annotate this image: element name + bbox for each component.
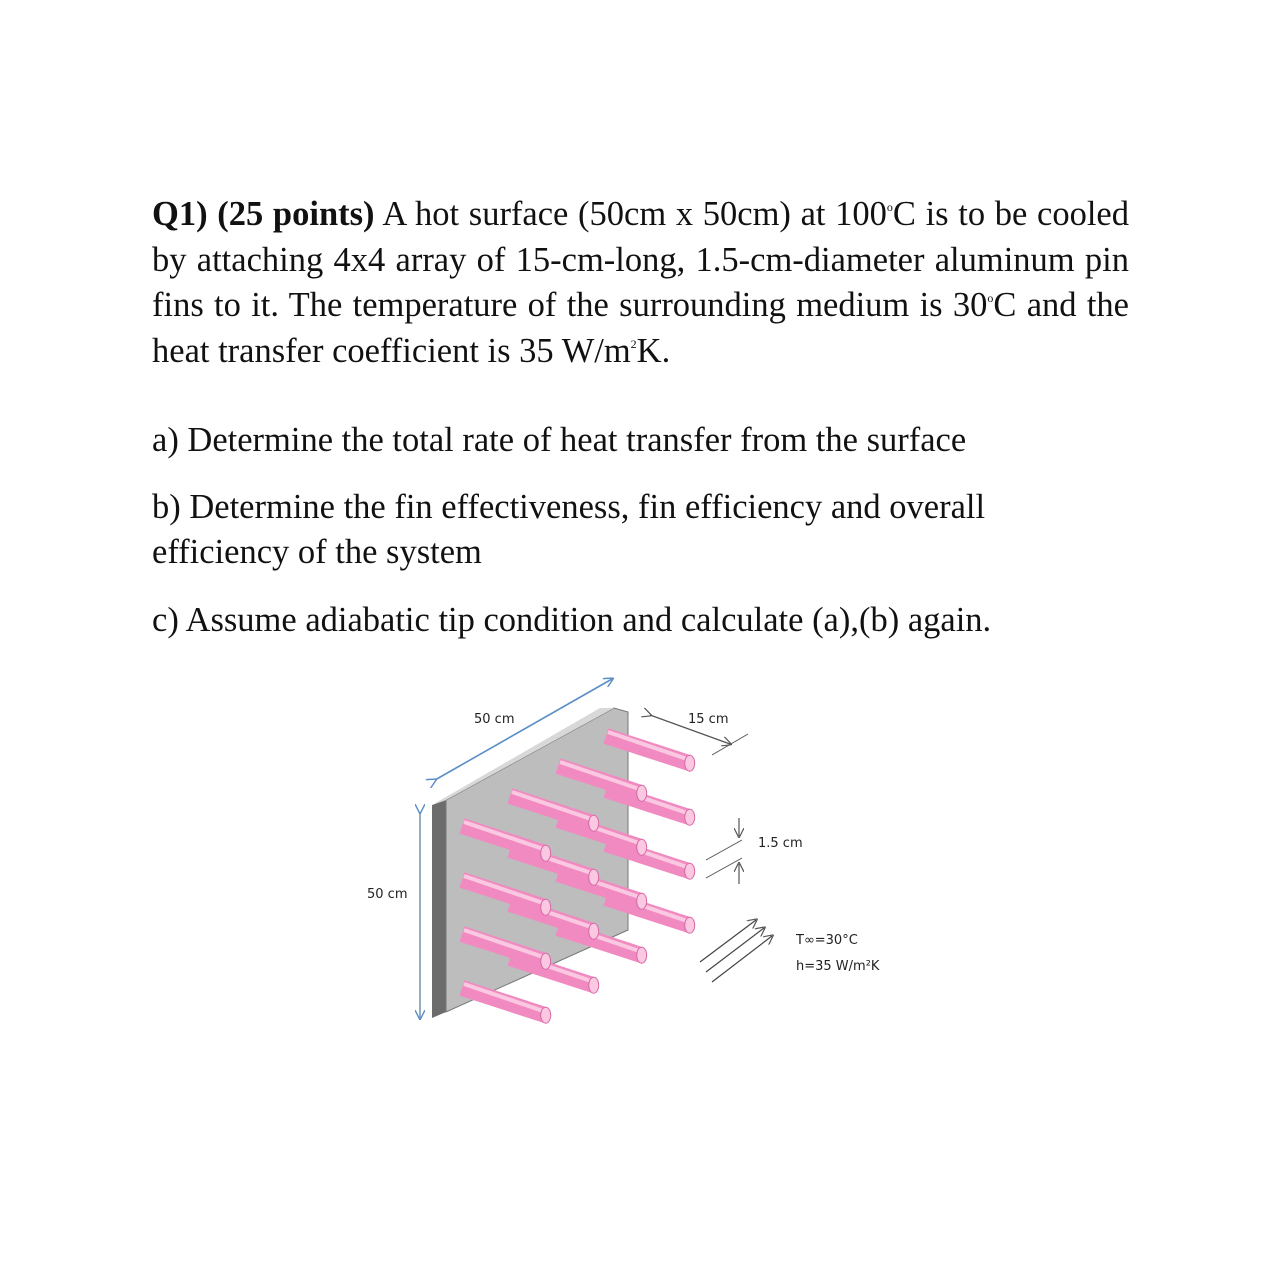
pin-fin-tip xyxy=(541,845,551,861)
pin-fin-tip xyxy=(589,869,599,885)
question-text-part-1: A hot surface (50cm x 50cm) at 100 xyxy=(374,195,887,233)
width-label: 50 cm xyxy=(474,712,515,727)
pin-fin-tip xyxy=(589,815,599,831)
flow-arrow-3 xyxy=(712,936,772,982)
pin-fin-tip xyxy=(685,863,695,879)
diameter-tick-upper xyxy=(706,840,742,860)
pin-fin-tip xyxy=(541,953,551,969)
question-points: (25 points) xyxy=(217,195,375,233)
height-label: 50 cm xyxy=(367,887,408,902)
flow-arrow-2 xyxy=(706,928,764,972)
pin-fin-tip xyxy=(637,893,647,909)
part-b-line-2: efficiency of the system xyxy=(152,533,482,571)
squared-symbol: 2 xyxy=(630,336,637,351)
pin-fin-tip xyxy=(685,755,695,771)
pin-fin-tip xyxy=(637,785,647,801)
question-text-part-4: K. xyxy=(636,331,671,370)
part-b-line-1: b) Determine the fin effectiveness, fin efficiency and overall xyxy=(152,488,986,526)
pin-fin xyxy=(462,984,551,1023)
pin-fin-tip xyxy=(637,947,647,963)
pin-fin-tip xyxy=(685,917,695,933)
part-c-text: c) Assume adiabatic tip condition and calculate (a),(b) again. xyxy=(152,601,992,639)
pin-fin-tip xyxy=(541,1007,551,1023)
degree-symbol: o xyxy=(886,200,893,214)
pin-fin-tip xyxy=(589,923,599,939)
question-number: Q1) xyxy=(152,195,208,233)
diameter-tick-lower xyxy=(706,858,742,878)
fin-length-tick xyxy=(712,734,748,755)
pin-fin-tip xyxy=(589,977,599,993)
question-text-part-2: C is to be cooled by attaching 4x4 array of 15-cm-long, 1.5-cm-diameter aluminum pin fins to it. The temperature of the surrounding medium is 30 xyxy=(152,195,1129,324)
part-a-text: a) Determine the total rate of heat transfer from the surface xyxy=(152,421,967,459)
degree-symbol: o xyxy=(987,291,994,305)
pin-fin-tip xyxy=(685,809,695,825)
pin-fin-body xyxy=(462,988,546,1015)
pin-fin-tip xyxy=(541,899,551,915)
pin-fin-tip xyxy=(637,839,647,855)
diameter-label: 1.5 cm xyxy=(758,836,803,851)
fin-length-label: 15 cm xyxy=(688,712,729,727)
heat-transfer-coefficient-label: h=35 W/m²K xyxy=(796,959,880,974)
plate-side-edge xyxy=(432,800,446,1018)
ambient-temperature-label: T∞=30°C xyxy=(796,933,858,948)
question-text-part-3: C and the heat transfer coefficient is 35 W/m xyxy=(152,286,1129,370)
